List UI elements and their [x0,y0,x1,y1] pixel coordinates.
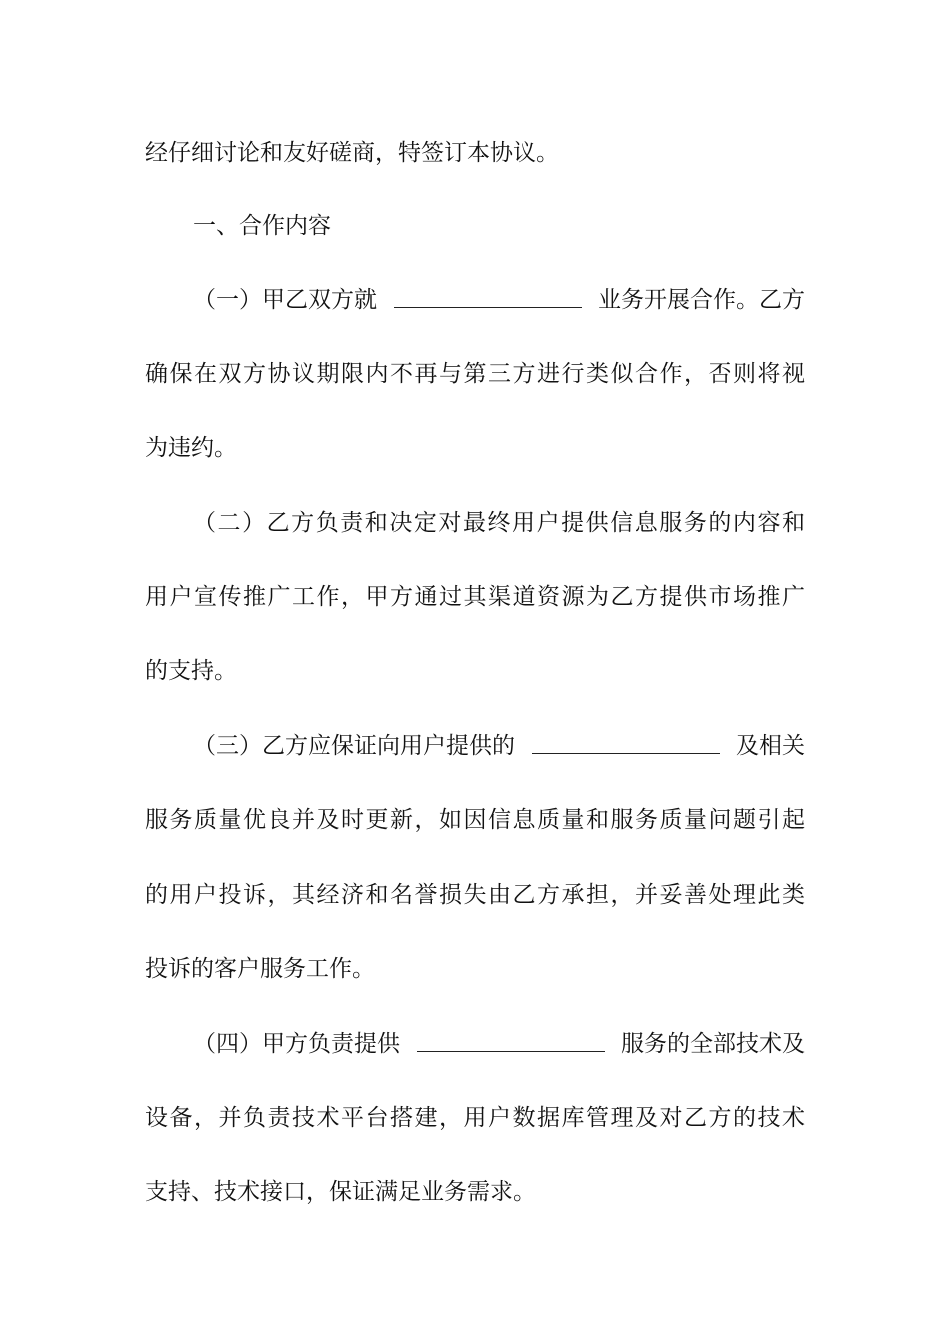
paragraph-line [193,285,805,315]
line-text-after-blank: 及相关 [736,733,805,759]
line-text-after-blank: 业务开展合作。乙方 [598,287,805,313]
paragraph-line: 确保在双方协议期限内不再与第三方进行类似合作，否则将视 [145,361,805,387]
fill-in-blank [532,731,720,754]
section-heading: 一、合作内容 [193,213,331,239]
line-text-before-blank: （三）乙方应保证向用户提供的 [193,733,515,759]
paragraph-line: 用户宣传推广工作，甲方通过其渠道资源为乙方提供市场推广 [145,584,805,610]
paragraph-line: 投诉的客户服务工作。 [145,956,375,982]
paragraph-line: 支持、技术接口，保证满足业务需求。 [145,1179,536,1205]
paragraph-line [193,731,805,761]
paragraph-line: 服务质量优良并及时更新，如因信息质量和服务质量问题引起 [145,807,805,833]
line-text-before-blank: （四）甲方负责提供 [193,1031,400,1057]
fill-in-blank [394,285,582,308]
paragraph-line: 的用户投诉，其经济和名誉损失由乙方承担，并妥善处理此类 [145,882,805,908]
line-text-before-blank: （一）甲乙双方就 [193,287,377,313]
fill-in-blank [417,1029,605,1052]
paragraph-line: 为违约。 [145,435,237,461]
paragraph-line: （二）乙方负责和决定对最终用户提供信息服务的内容和 [193,510,805,536]
paragraph-line [193,1029,805,1059]
paragraph-line: 设备，并负责技术平台搭建，用户数据库管理及对乙方的技术 [145,1105,805,1131]
paragraph-line: 经仔细讨论和友好磋商，特签订本协议。 [145,140,559,166]
line-text-after-blank: 服务的全部技术及 [621,1031,805,1057]
paragraph-line: 的支持。 [145,658,237,684]
